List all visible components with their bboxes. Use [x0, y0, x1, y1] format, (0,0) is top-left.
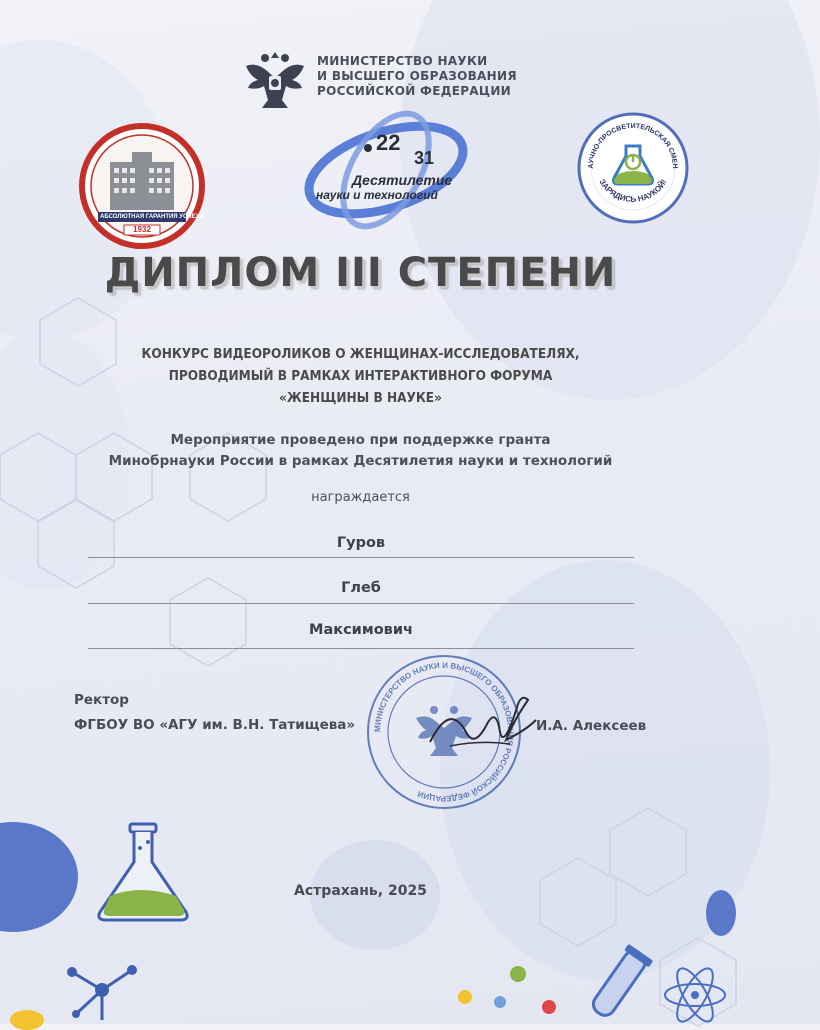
shift-badge-icon [576, 106, 690, 230]
shift-logo [576, 106, 690, 230]
university-logo [80, 124, 204, 248]
decade-logo [296, 108, 476, 230]
molecule-icon [62, 954, 152, 1024]
awarded-label: награждается [311, 490, 410, 505]
decade-line2: науки и технологий [316, 188, 438, 202]
decor-dot [706, 890, 736, 936]
city-year: Астрахань, 2025 [294, 883, 427, 899]
decor-dot [10, 1010, 44, 1030]
grant-line: Мероприятие проведено при поддержке гранта [170, 432, 551, 448]
flask-icon [92, 818, 202, 928]
double-headed-eagle-icon [240, 44, 310, 114]
diploma-title: ДИПЛОМ III СТЕПЕНИ [104, 250, 617, 296]
grant-line: Минобрнауки России в рамках Десятилетия науки и технологий [108, 453, 613, 469]
rector-organization: ФГБОУ ВО «АГУ им. В.Н. Татищева» [74, 717, 356, 733]
contest-line: КОНКУРС ВИДЕОРОЛИКОВ О ЖЕНЩИНАХ-ИССЛЕДОВАТЕЛЯХ, [141, 346, 580, 362]
ministry-line: МИНИСТЕРСТВО НАУКИ [317, 54, 488, 68]
ministry-line: И ВЫСШЕГО ОБРАЗОВАНИЯ [317, 69, 517, 83]
atom-icon [660, 960, 730, 1030]
rector-signer-name: И.А. Алексеев [536, 718, 647, 734]
decor-dot [494, 996, 506, 1008]
university-motto: АБСОЛЮТНАЯ ГАРАНТИЯ УСПЕХА [100, 214, 204, 220]
shift-text-top: АУЧНО-ПРОСВЕТИТЕЛЬСКАЯ СМЕН [587, 122, 679, 169]
shift-text-bottom: ЗАРЯДИСЬ НАУКОЙ! [597, 177, 669, 204]
decade-year-top: 22 [376, 130, 401, 155]
ministry-name [317, 54, 517, 99]
decade-orbit-icon [296, 108, 476, 230]
test-tube-icon [580, 944, 660, 1024]
name-underline [88, 557, 634, 558]
ministry-line: РОССИЙСКОЙ ФЕДЕРАЦИИ [317, 84, 512, 98]
grant-note [40, 430, 681, 472]
contest-line: ПРОВОДИМЫЙ В РАМКАХ ИНТЕРАКТИВНОГО ФОРУМА [168, 368, 553, 384]
decade-line1: Десятилетие [352, 172, 453, 188]
contest-line: «ЖЕНЩИНЫ В НАУКЕ» [279, 390, 442, 406]
recipient-surname: Гуров [336, 535, 386, 551]
decor-dot [542, 1000, 556, 1014]
decor-dot [458, 990, 472, 1004]
seal-text: МИНИСТЕРСТВО НАУКИ И ВЫСШЕГО ОБРАЗОВАНИЯ РОССИЙСКОЙ ФЕДЕРАЦИИ [372, 660, 516, 804]
name-underline [88, 603, 634, 604]
name-underline [88, 648, 634, 649]
recipient-name: Глеб [341, 580, 381, 596]
signature-icon [420, 690, 540, 760]
recipient-patronymic: Максимович [309, 622, 413, 638]
university-year: 1932 [133, 225, 151, 234]
rector-position: Ректор [74, 692, 129, 708]
contest-description [40, 343, 681, 409]
rector-block [74, 688, 355, 738]
decor-dot [510, 966, 526, 982]
decade-year-bottom: 31 [414, 148, 435, 168]
